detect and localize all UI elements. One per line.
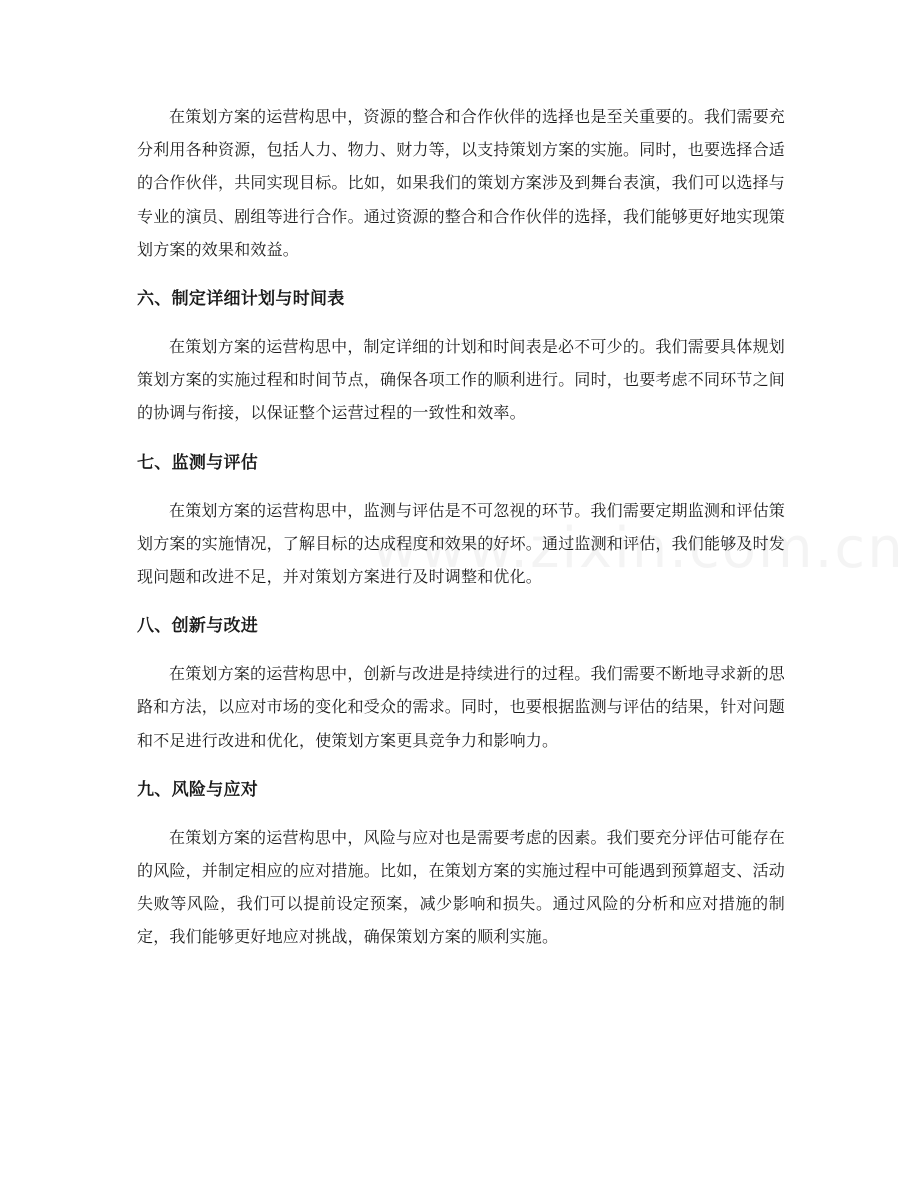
section-heading-monitor: 七、监测与评估 [137,452,259,473]
section-heading-risk: 九、风险与应对 [137,779,259,800]
paragraph-innovation: 在策划方案的运营构思中，创新与改进是持续进行的过程。我们需要不断地寻求新的思路和方法，以应对市场的变化和受众的需求。同时，也要根据监测与评估的结果，针对问题和不足进行改进和优化，使策划方案更具竞争力和影响力。 [137,664,786,750]
paragraph-resources: 在策划方案的运营构思中，资源的整合和合作伙伴的选择也是至关重要的。我们需要充分利用各种资源，包括人力、物力、财力等，以支持策划方案的实施。同时，也要选择合适的合作伙伴，共同实现目标。比如，如果我们的策划方案涉及到舞台表演，我们可以选择与专业的演员、剧组等进行合作。通过资源的整合和合作伙伴的选择，我们能够更好地实现策划方案的效果和效益。 [137,107,786,259]
section-heading-innovation: 八、创新与改进 [137,616,259,637]
document-page [137,100,785,954]
paragraph-plan: 在策划方案的运营构思中，制定详细的计划和时间表是必不可少的。我们需要具体规划策划方案的实施过程和时间节点，确保各项工作的顺利进行。同时，也要考虑不同环节之间的协调与衔接，以保证整个运营过程的一致性和效率。 [137,337,786,423]
paragraph-risk: 在策划方案的运营构思中，风险与应对也是需要考虑的因素。我们要充分评估可能存在的风险，并制定相应的应对措施。比如，在策划方案的实施过程中可能遇到预算超支、活动失败等风险，我们可以提前设定预案，减少影响和损失。通过风险的分析和应对措施的制定，我们能够更好地应对挑战，确保策划方案的顺利实施。 [137,827,786,947]
paragraph-monitor: 在策划方案的运营构思中，监测与评估是不可忽视的环节。我们需要定期监测和评估策划方案的实施情况，了解目标的达成程度和效果的好坏。通过监测和评估，我们能够及时发现问题和改进不足，并对策划方案进行及时调整和优化。 [137,500,786,587]
section-heading-plan: 六、制定详细计划与时间表 [137,289,345,310]
